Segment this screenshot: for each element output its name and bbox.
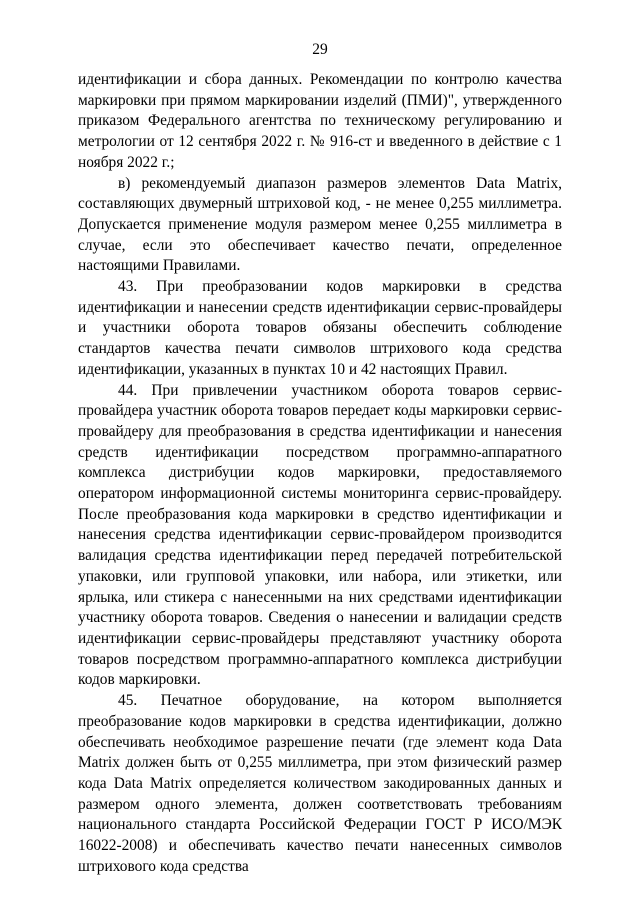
paragraph-45: 45. Печатное оборудование, на котором выполняется преобразование кодов маркировки в средства идентификации, должно обеспечивать необходимое разрешение печати (где элемент кода Data Matrix должен быть от 0,255 миллиметра, при этом физический размер кода Data Matrix определяется количеством закодированных данных и размером одного элемента, должен соответствовать требованиям национального стандарта Российской Федерации ГОСТ Р ИСО/МЭК 16022-2008) и обеспечивать качество печати нанесенных символов штрихового кода средства: [78, 692, 562, 875]
paragraph-item-v: в) рекомендуемый диапазон размеров элементов Data Matrix, составляющих двумерный штриховой код, - не менее 0,255 миллиметра. Допускается применение модуля размером менее 0,255 миллиметра в случае, если это обеспечивает качество печати, определенное настоящими Правилами.: [78, 174, 562, 275]
paragraph-43: 43. При преобразовании кодов маркировки в средства идентификации и нанесении средств идентификации сервис-провайдеры и участники оборота товаров обязаны обеспечить соблюдение стандартов качества печати символов штрихового кода средства идентификации, указанных в пунктах 10 и 42 настоящих Правил.: [78, 278, 562, 378]
document-body: [78, 70, 562, 877]
paragraph-44: 44. При привлечении участником оборота товаров сервис-провайдера участник оборота товаров передает коды маркировки сервис-провайдеру для преобразования в средства идентификации и нанесения средств идентификации посредством программно-аппаратного комплекса дистрибуции кодов маркировки, предоставляемого оператором информационной системы мониторинга сервис-провайдеру. После преобразования кода маркировки в средство идентификации и нанесения средства идентификации сервис-провайдером производится валидация средства идентификации перед передачей потребительской упаковки, или групповой упаковки, или набора, или этикетки, или ярлыка, или стикера с нанесенными на них средствами идентификации участнику оборота товаров. Сведения о нанесении и валидации средств идентификации сервис-провайдеры представляют участнику оборота товаров посредством программно-аппаратного комплекса дистрибуции кодов маркировки.: [78, 381, 562, 689]
paragraph-continuation: идентификации и сбора данных. Рекомендации по контролю качества маркировки при прямом маркировании изделий (ПМИ)", утвержденного приказом Федерального агентства по техническому регулированию и метрологии от 12 сентября 2022 г. № 916-ст и введенного в действие с 1 ноября 2022 г.;: [78, 71, 562, 171]
page-number: 29: [312, 41, 328, 58]
